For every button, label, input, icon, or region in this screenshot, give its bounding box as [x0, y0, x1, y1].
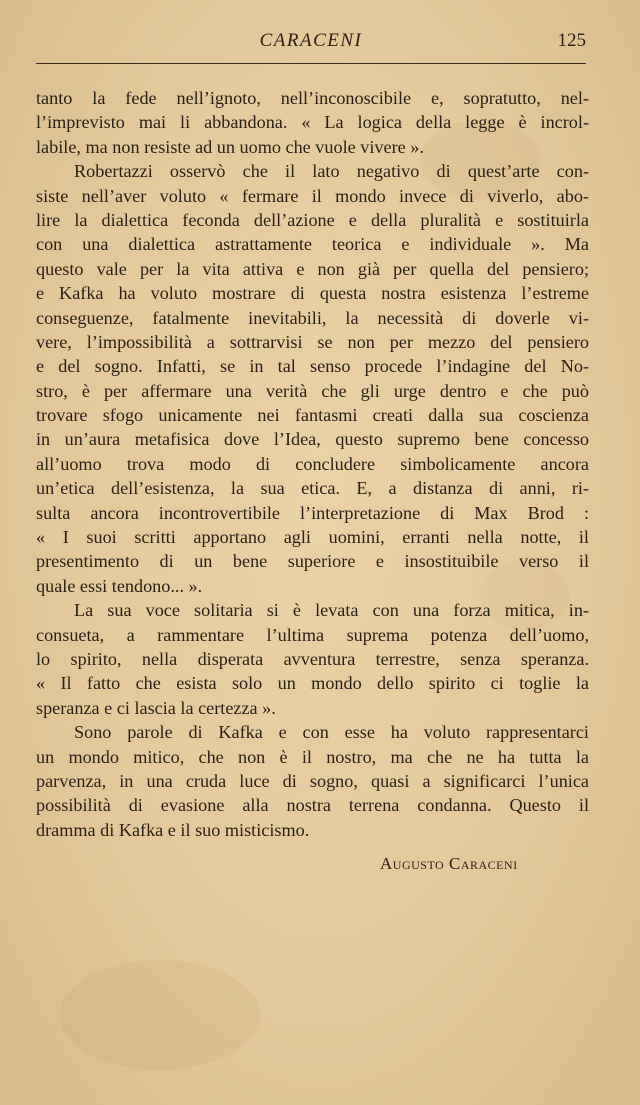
text-line: consueta, a rammentare l’ultima suprema potenza dell’uomo, — [36, 624, 589, 645]
text-line: questo vale per la vita attiva e non già per quella del pensiero; — [36, 258, 589, 279]
body-text — [36, 86, 589, 842]
text-line: tanto la fede nell’ignoto, nell’inconoscibile e, sopratutto, nel- — [36, 88, 589, 108]
text-line: sulta ancora incontrovertibile l’interpretazione di Max Brod : — [36, 502, 589, 523]
text-line: Robertazzi osservò che il lato negativo di quest’arte con- — [74, 161, 589, 182]
text-line: presentimento di un bene superiore e insostituibile verso il — [36, 551, 589, 572]
text-line: possibilità di evasione alla nostra terrena condanna. Questo il — [36, 795, 589, 816]
text-line: con una dialettica astrattamente teorica e individuale ». Ma — [36, 234, 589, 255]
text-line: quale essi tendono... ». — [36, 575, 203, 596]
text-line: parvenza, in una cruda luce di sogno, quasi a significarci l’unica — [36, 770, 589, 791]
text-line: Sono parole di Kafka e con esse ha voluto rappresentarci — [74, 722, 589, 743]
text-line: speranza e ci lascia la certezza ». — [36, 697, 276, 718]
text-line: in un’aura metafisica dove l’Idea, questo supremo bene concesso — [36, 429, 589, 450]
text-line: vere, l’impossibilità a sottrarvisi se non per mezzo del pensiero — [36, 331, 589, 352]
text-line: « Il fatto che esista solo un mondo dello spirito ci toglie la — [36, 673, 589, 694]
paper-stain — [60, 960, 260, 1070]
page-number: 125 — [557, 30, 586, 51]
running-head — [36, 28, 586, 54]
text-line: e del sogno. Infatti, se in tal senso procede l’indagine del No- — [36, 356, 589, 377]
running-title: CARACENI — [259, 30, 363, 51]
text-line: stro, è per affermare una verità che gli urge dentro e che può — [36, 380, 589, 401]
text-line: l’imprevisto mai li abbandona. « La logica della legge è incrol- — [36, 112, 589, 133]
text-line: siste nell’aver voluto « fermare il mondo invece di viverlo, abo- — [36, 185, 589, 206]
text-line: « I suoi scritti apportano agli uomini, erranti nella notte, il — [36, 527, 589, 548]
text-line: labile, ma non resiste ad un uomo che vuole vivere ». — [36, 136, 424, 157]
text-line: un mondo mitico, che non è il nostro, ma che ne ha tutta la — [36, 746, 589, 767]
text-line: e Kafka ha voluto mostrare di questa nostra esistenza l’estreme — [36, 283, 589, 304]
text-line: conseguenze, fatalmente inevitabili, la necessità di doverle vi- — [36, 307, 589, 328]
text-line: trovare sfogo unicamente nei fantasmi creati dalla sua coscienza — [36, 405, 589, 426]
text-line: lo spirito, nella disperata avventura terrestre, senza speranza. — [36, 648, 589, 669]
text-line: un’etica dell’esistenza, la sua etica. E, a distanza di anni, ri- — [36, 478, 589, 499]
header-rule — [36, 63, 586, 64]
author-signature: Augusto Caraceni — [380, 854, 518, 873]
text-line: dramma di Kafka e il suo misticismo. — [36, 819, 310, 840]
text-line: La sua voce solitaria si è levata con una forza mitica, in- — [74, 600, 589, 621]
text-line: lire la dialettica feconda dell’azione e della pluralità e sostituirla — [36, 209, 589, 230]
text-line: all’uomo trova modo di concludere simbolicamente ancora — [36, 453, 589, 474]
